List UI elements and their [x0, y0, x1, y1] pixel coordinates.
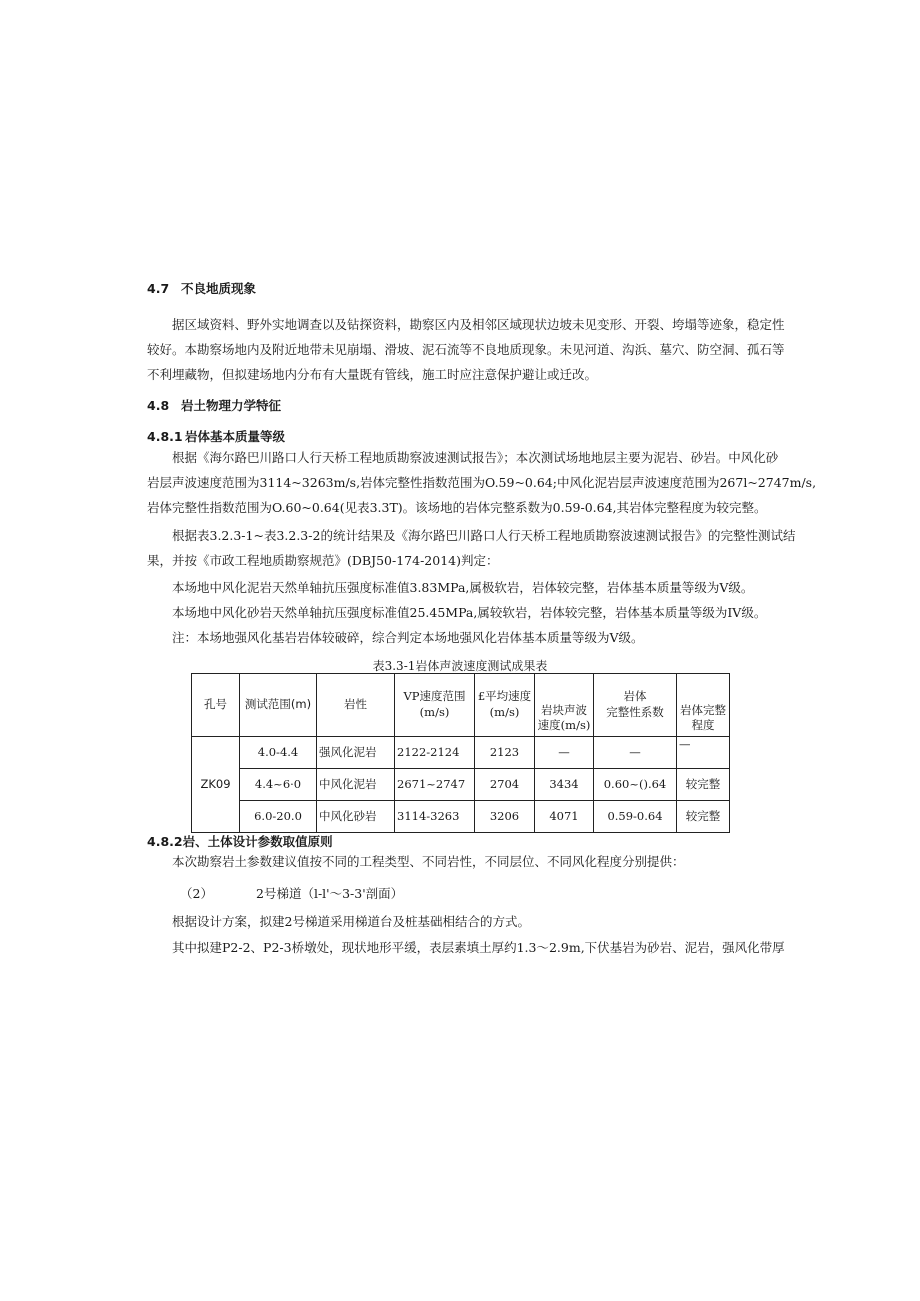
paragraph-line: 根据《海尔路巴川路口人行天桥工程地质勘察波速测试报告》；本次测试场地地层主要为泥岩、砂岩。中风化砂 — [172, 450, 779, 465]
header-cell: 岩块声波 速度(m/s) — [535, 674, 594, 737]
table-header-row — [192, 674, 730, 737]
table-cell: 3206 — [475, 801, 535, 833]
header-cell: 岩性 — [317, 674, 395, 737]
hole-cell: ZK09 — [192, 737, 240, 833]
table-cell: — — [535, 737, 594, 769]
section-number: 4.7 — [147, 281, 170, 296]
paragraph-line: 不利埋藏物，但拟建场地内分布有大量既有管线，施工时应注意保护避让或迁改。 — [147, 367, 598, 382]
paragraph-line: 注：本场地强风化基岩岩体较破碎，综合判定本场地强风化岩体基本质量等级为V级。 — [172, 630, 644, 645]
section-title: 岩体基本质量等级 — [185, 429, 286, 444]
paragraph-line: 根据设计方案，拟建2号梯道采用梯道台及桩基础相结合的方式。 — [172, 914, 530, 929]
table-cell: 2704 — [475, 769, 535, 801]
table-cell: 2671~2747 — [395, 769, 475, 801]
header-cell: 岩体完整 程度 — [677, 674, 730, 737]
paragraph-line: 本场地中风化泥岩天然单轴抗压强度标准值3.83MPa,属极软岩，岩体较完整，岩体基本质量等级为V级。 — [172, 580, 754, 595]
paragraph-line: 岩层声波速度范围为3114~3263m/s,岩体完整性指数范围为O.59~0.64;中风化泥岩层声波速度范围为267l~2747m/s, — [147, 475, 817, 490]
table-cell: 4.0-4.4 — [240, 737, 317, 769]
paragraph-line: 本场地中风化砂岩天然单轴抗压强度标准值25.45MPa,属较软岩，岩体较完整，岩体基本质量等级为IV级。 — [172, 605, 767, 620]
table-cell: 中风化泥岩 — [317, 769, 395, 801]
table-cell: 较完整 — [677, 801, 730, 833]
header-cell: 岩体 完整性系数 — [594, 674, 677, 737]
table-cell: 强风化泥岩 — [317, 737, 395, 769]
paragraph-line: 较好。本勘察场地内及附近地带未见崩塌、滑坡、泥石流等不良地质现象。未见河道、沟浜、墓穴、防空洞、孤石等 — [147, 342, 785, 357]
paragraph-line: 据区域资料、野外实地调查以及钻探资料，勘察区内及相邻区域现状边坡未见变形、开裂、垮塌等迹象，稳定性 — [172, 317, 785, 332]
header-cell: £平均速度 (m/s) — [475, 674, 535, 737]
table-cell: — — [594, 737, 677, 769]
table-cell: 3114-3263 — [395, 801, 475, 833]
table-row — [192, 769, 730, 801]
paragraph-line: 根据表3.2.3-1~表3.2.3-2的统计结果及《海尔路巴川路口人行天桥工程地质勘察波速测试报告》的完整性测试结 — [172, 528, 796, 543]
table-cell: — — [677, 737, 730, 769]
table-cell: 4.4~6·0 — [240, 769, 317, 801]
table-cell: 0.60~().64 — [594, 769, 677, 801]
table-cell: 2123 — [475, 737, 535, 769]
table-cell: 3434 — [535, 769, 594, 801]
section-number: 4.8 — [147, 398, 170, 413]
section-heading-4-8-2: 4.8.2岩、土体设计参数取值原则 — [147, 834, 333, 849]
table-cell: 0.59-0.64 — [594, 801, 677, 833]
section-title: 岩土物理力学特征 — [181, 398, 282, 413]
section-title: 不良地质现象 — [181, 281, 257, 296]
paragraph-line: 其中拟建P2-2、P2-3桥墩处，现状地形平缓，表层素填土厚约1.3～2.9m,下伏基岩为砂岩、泥岩，强风化带厚 — [172, 940, 785, 955]
header-cell: 孔号 — [192, 674, 240, 737]
table-row — [192, 737, 730, 769]
table-cell: 中风化砂岩 — [317, 801, 395, 833]
header-cell: 测试范围(m) — [240, 674, 317, 737]
table-cell: 2122-2124 — [395, 737, 475, 769]
section-number: 4.8.1 — [147, 429, 183, 444]
paragraph-line: 岩体完整性指数范围为O.60~0.64(见表3.3T)。该场地的岩体完整系数为0.59-0.64,其岩体完整程度为较完整。 — [147, 500, 767, 515]
header-cell: VP速度范围 (m/s) — [395, 674, 475, 737]
section-heading-4-7 — [147, 279, 256, 297]
list-item-number: （2） — [180, 886, 213, 901]
table-cell: 6.0-20.0 — [240, 801, 317, 833]
paragraph-line: 果，并按《市政工程地质勘察规范》(DBJ50-174-2014)判定： — [147, 553, 499, 568]
rock-wave-velocity-table — [191, 673, 730, 833]
table-caption: 表3.3-1岩体声波速度测试成果表 — [372, 659, 548, 673]
list-item-text: 2号梯道（l-l'～3-3'剖面） — [256, 886, 404, 901]
section-heading-4-8-1 — [147, 427, 285, 445]
section-heading-4-8 — [147, 396, 281, 414]
table-cell: 较完整 — [677, 769, 730, 801]
table-row — [192, 801, 730, 833]
paragraph-line: 本次勘察岩土参数建议值按不同的工程类型、不同岩性，不同层位、不同风化程度分别提供： — [172, 854, 685, 869]
table-cell: 4071 — [535, 801, 594, 833]
